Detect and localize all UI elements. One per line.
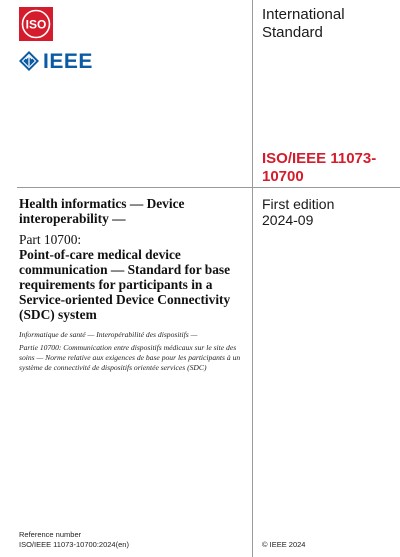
edition-block [262, 196, 392, 228]
edition-label: First edition [262, 196, 335, 212]
french-title-part: Partie 10700: Communication entre dispositifs médicaux sur le site des soins — Norme relative aux exigences de base pour les participants à un système de connectivité de dispositifs orientée services (SDC) [19, 343, 241, 372]
edition-date: 2024-09 [262, 212, 314, 228]
iso-logo [19, 7, 53, 41]
title-main: Health informatics — Device interoperability — [19, 196, 185, 226]
vertical-divider [252, 0, 253, 557]
title-part-label: Part 10700: [19, 232, 82, 247]
standard-number: ISO/IEEE 11073-10700 [262, 150, 377, 185]
horizontal-divider-right [253, 187, 400, 188]
reference-label: Reference number [19, 530, 82, 539]
iso-logo-graphic [19, 7, 53, 41]
svg-text:ISO: ISO [25, 17, 47, 32]
horizontal-divider-left [17, 187, 252, 188]
ieee-logo-text: IEEE [43, 49, 93, 73]
title-part: Point-of-care medical device communication — Standard for base requirements for participants in a Service-oriented Device Connectivity (SDC) system [19, 247, 231, 322]
copyright: © IEEE 2024 [262, 540, 306, 549]
document-type: International Standard [262, 6, 345, 41]
title-block [19, 196, 247, 373]
french-title-main: Informatique de santé — Interopérabilité des dispositifs — [19, 330, 198, 339]
ieee-diamond-icon [19, 51, 39, 71]
ieee-logo [19, 48, 105, 74]
reference-number: ISO/IEEE 11073-10700:2024(en) [19, 540, 129, 549]
